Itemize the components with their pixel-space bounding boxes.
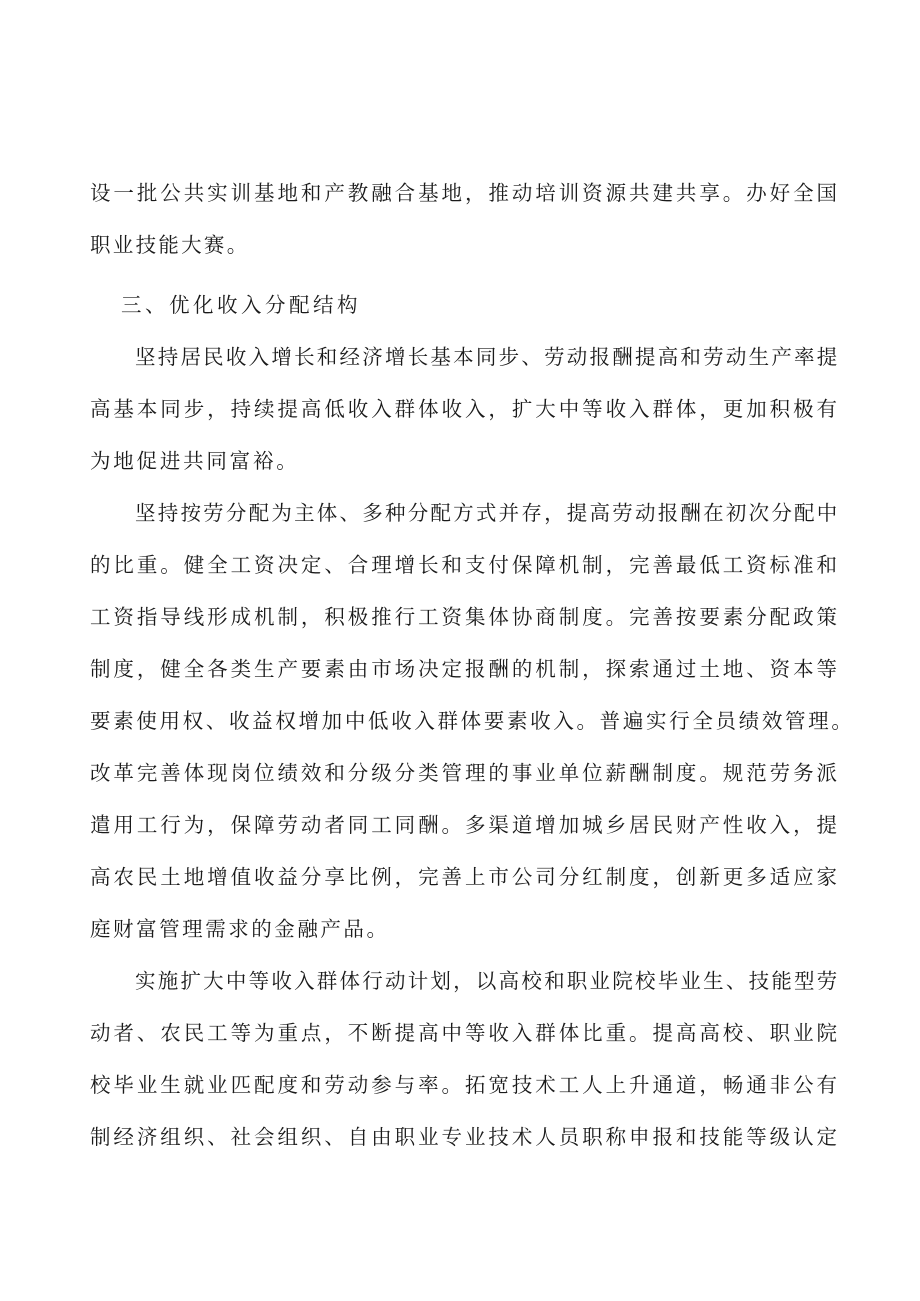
paragraph-line: 坚持居民收入增长和经济增长基本同步、劳动报酬提高和劳动生产率提 [135,345,840,369]
paragraph-line: 为地促进共同富裕。 [90,449,300,473]
paragraph-line: 职业技能大赛。 [90,233,250,257]
paragraph-line: 庭财富管理需求的金融产品。 [90,917,390,941]
paragraph-line: 制度，健全各类生产要素由市场决定报酬的机制，探索通过土地、资本等 [90,657,840,681]
paragraph-line: 要素使用权、收益权增加中低收入群体要素收入。普遍实行全员绩效管理。 [90,709,855,733]
paragraph-line: 的比重。健全工资决定、合理增长和支付保障机制，完善最低工资标准和 [90,553,840,577]
paragraph-line: 高农民土地增值收益分享比例，完善上市公司分红制度，创新更多适应家 [90,865,840,889]
paragraph-line: 高基本同步，持续提高低收入群体收入，扩大中等收入群体，更加积极有 [90,397,840,421]
paragraph-line: 动者、农民工等为重点，不断提高中等收入群体比重。提高高校、职业院 [90,1021,840,1045]
paragraph-line: 改革完善体现岗位绩效和分级分类管理的事业单位薪酬制度。规范劳务派 [90,761,840,785]
section-heading: 三、优化收入分配结构 [121,293,361,317]
paragraph-line: 实施扩大中等收入群体行动计划，以高校和职业院校毕业生、技能型劳 [135,969,840,993]
paragraph-line: 设一批公共实训基地和产教融合基地，推动培训资源共建共享。办好全国 [90,181,840,205]
paragraph-line: 制经济组织、社会组织、自由职业专业技术人员职称申报和技能等级认定 [90,1125,840,1149]
paragraph-line: 校毕业生就业匹配度和劳动参与率。拓宽技术工人上升通道，畅通非公有 [90,1073,840,1097]
paragraph-line: 工资指导线形成机制，积极推行工资集体协商制度。完善按要素分配政策 [90,605,840,629]
paragraph-line: 遣用工行为，保障劳动者同工同酬。多渠道增加城乡居民财产性收入，提 [90,813,840,837]
paragraph-line: 坚持按劳分配为主体、多种分配方式并存，提高劳动报酬在初次分配中 [135,501,840,525]
